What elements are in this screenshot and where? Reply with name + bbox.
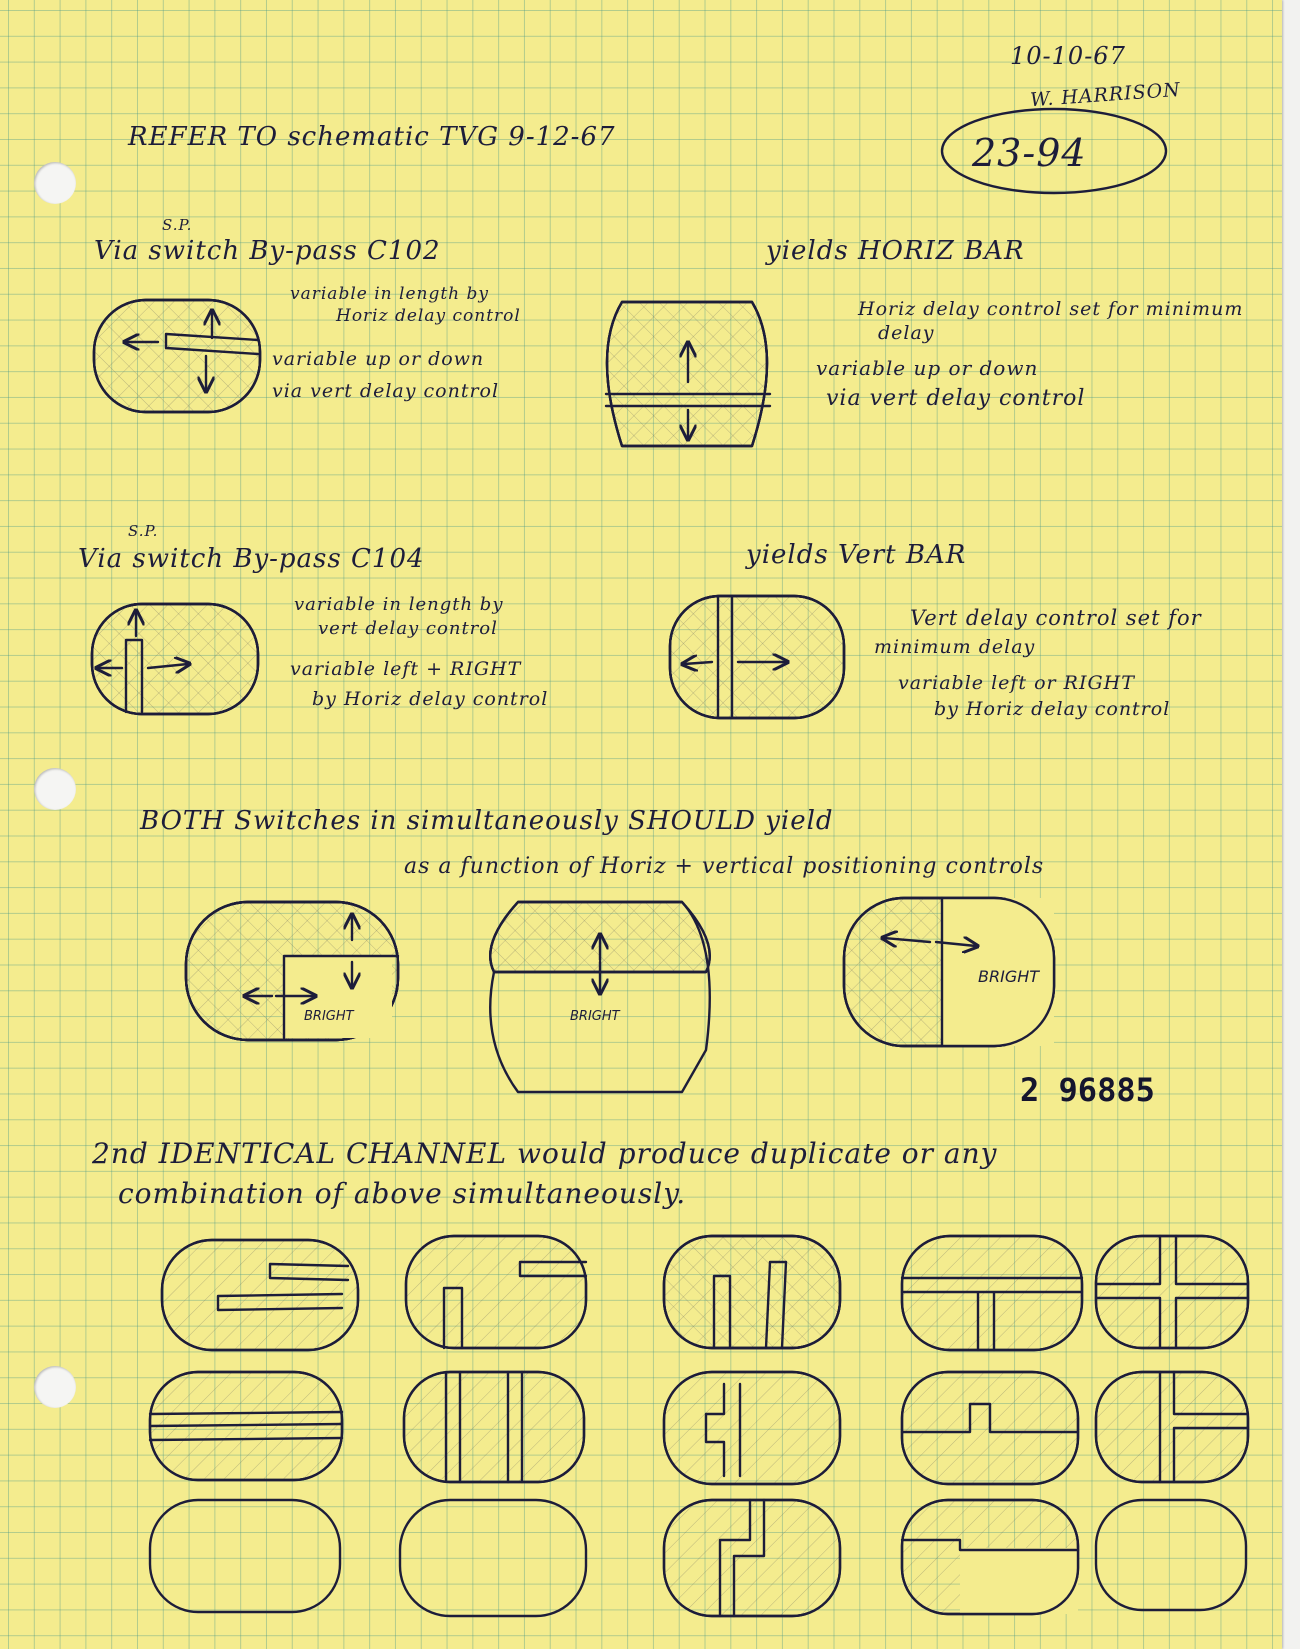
section1-note: variable up or down — [816, 356, 1039, 380]
bright-label: BRIGHT — [570, 1009, 620, 1024]
combination-sketch — [404, 1372, 584, 1482]
section2-note: by Horiz delay control — [312, 688, 549, 710]
section4-line1: 2nd IDENTICAL CHANNEL would produce duplicate or any — [92, 1137, 998, 1170]
section2-note: by Horiz delay control — [934, 698, 1171, 720]
section1-heading: Via switch By-pass C102 — [94, 236, 441, 266]
section1-note: variable up or down — [272, 348, 485, 370]
combination-sketch — [664, 1236, 840, 1348]
combination-sketch — [150, 1500, 340, 1612]
author-name: W. HARRISON — [1029, 78, 1182, 112]
section2-result-sketch — [670, 596, 844, 718]
note-number: 23-94 — [972, 131, 1087, 175]
combination-sketch — [902, 1372, 1078, 1484]
combination-sketch — [1096, 1500, 1246, 1610]
section1-note: Horiz delay control set for minimum — [858, 298, 1244, 320]
section2-note: variable left or RIGHT — [898, 672, 1135, 694]
section1-note: delay — [878, 322, 935, 344]
section1-note: variable in length by — [290, 284, 490, 304]
note-number-circle — [942, 109, 1166, 193]
combination-sketch — [902, 1236, 1082, 1350]
combination-sketch — [1096, 1372, 1248, 1482]
combination-sketch — [1096, 1236, 1248, 1348]
section2-heading: Via switch By-pass C104 — [78, 544, 425, 574]
section3-line2: as a function of Horiz + vertical positioning controls — [404, 854, 1045, 879]
stamped-number: 2 96885 — [1020, 1071, 1155, 1109]
section1-note: via vert delay control — [272, 380, 500, 402]
combination-sketch — [664, 1500, 840, 1616]
section3-corner-sketch — [186, 902, 398, 1040]
section3-line1: BOTH Switches in simultaneously SHOULD yield — [140, 806, 834, 836]
combination-sketch — [162, 1240, 358, 1350]
section1-note: via vert delay control — [826, 386, 1086, 411]
combination-sketch — [664, 1372, 840, 1484]
bright-label: BRIGHT — [304, 1009, 354, 1024]
combination-grid — [150, 1236, 1248, 1616]
combination-sketch — [150, 1372, 342, 1480]
section2-sp-label: S.P. — [128, 522, 159, 540]
combination-sketch — [406, 1236, 586, 1348]
combination-sketch — [902, 1500, 1078, 1614]
bright-label: BRIGHT — [978, 967, 1040, 986]
section2-note: variable in length by — [294, 594, 504, 615]
section2-note: vert delay control — [318, 618, 498, 639]
section3-horizontal-sketch — [490, 902, 710, 1092]
section1-result-sketch — [606, 302, 770, 446]
section2-screen-sketch — [92, 604, 258, 714]
section2-yields: yields Vert BAR — [746, 540, 967, 570]
section1-yields: yields HORIZ BAR — [766, 236, 1025, 266]
section1-sp-label: S.P. — [162, 216, 193, 234]
section2-note: Vert delay control set for — [910, 606, 1202, 630]
combination-sketch — [400, 1500, 586, 1616]
section2-note: minimum delay — [874, 636, 1036, 658]
date: 10-10-67 — [1010, 42, 1126, 70]
section2-note: variable left + RIGHT — [290, 658, 522, 680]
section1-note: Horiz delay control — [336, 306, 521, 326]
reference-line: REFER TO schematic TVG 9-12-67 — [128, 122, 616, 152]
section1-screen-sketch — [94, 300, 260, 412]
section4-line2: combination of above simultaneously. — [118, 1177, 687, 1210]
